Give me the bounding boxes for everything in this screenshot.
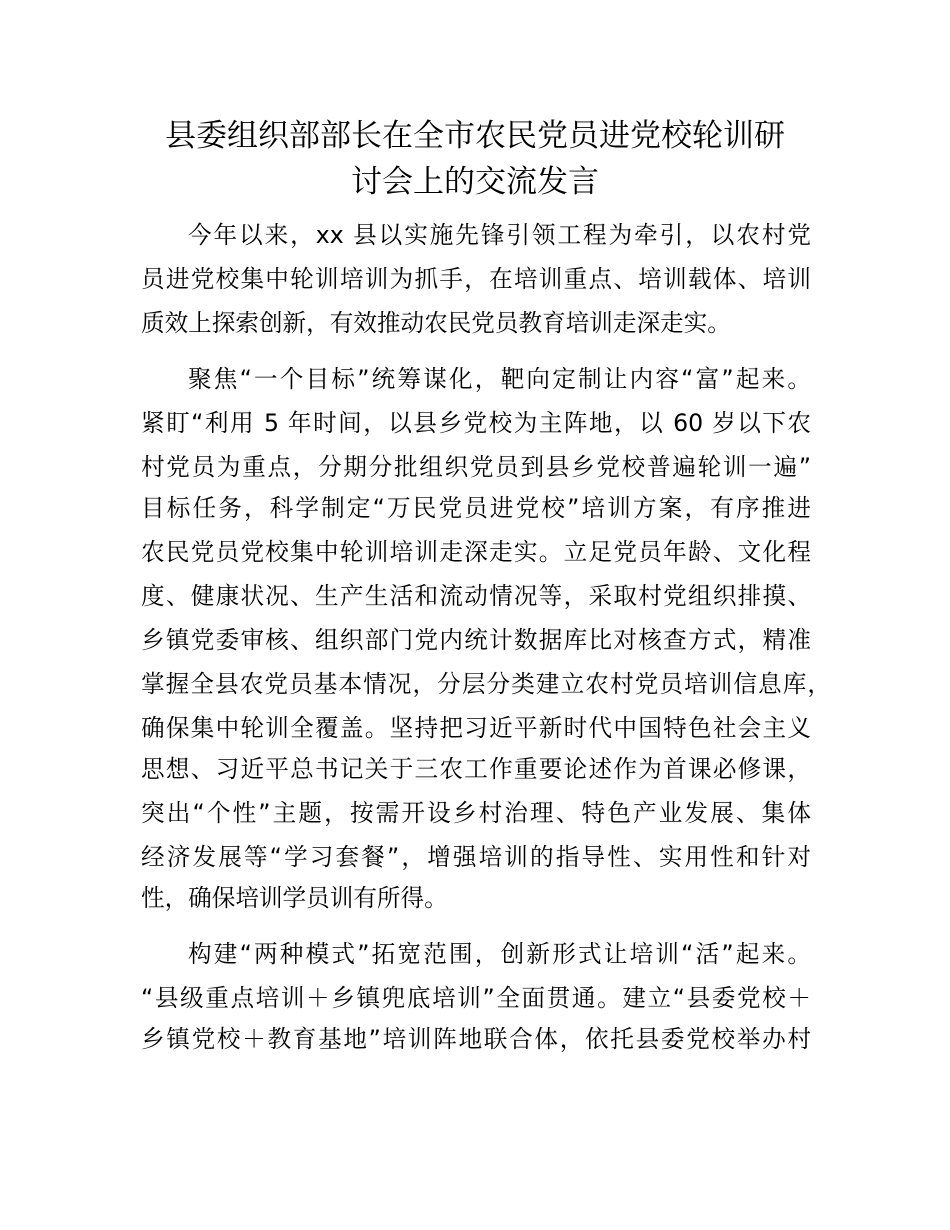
paragraph-line: 聚焦“一个目标”统筹谋化，靶向定制让内容“富”起来。 (188, 365, 811, 393)
paragraph-line: 员进党校集中轮训培训为抓手，在培训重点、培训载体、培训 (141, 265, 811, 293)
paragraph-line: 思想、习近平总书记关于三农工作重要论述作为首课必修课， (141, 755, 811, 783)
paragraph-line: 紧盯“利用 5 年时间，以县乡党校为主阵地，以 60 岁以下农 (141, 409, 811, 437)
paragraph-line: 性，确保培训学员训有所得。 (141, 884, 448, 912)
paragraph-line: 构建“两种模式”拓宽范围，创新形式让培训“活”起来。 (188, 940, 811, 968)
paragraph-line: 突出“个性”主题，按需开设乡村治理、特色产业发展、集体 (141, 799, 811, 827)
paragraph-line: 村党员为重点，分期分批组织党员到县乡党校普遍轮训一遍” (141, 453, 811, 481)
paragraph-line: “县级重点培训＋乡镇兜底培训”全面贯通。建立“县委党校＋ (141, 984, 811, 1012)
paragraph-line: 乡镇党委审核、组织部门党内统计数据库比对核查方式，精准 (141, 626, 811, 654)
paragraph-line: 目标任务，科学制定“万民党员进党校”培训方案，有序推进 (141, 494, 811, 522)
paragraph-line: 经济发展等“学习套餐”，增强培训的指导性、实用性和针对 (141, 843, 811, 871)
paragraph-line: 今年以来，xx 县以实施先锋引领工程为牵引，以农村党 (188, 221, 811, 249)
paragraph-line: 掌握全县农党员基本情况，分层分类建立农村党员培训信息库， (141, 670, 831, 698)
document-title-line-1: 县委组织部部长在全市农民党员进党校轮训研 (165, 118, 785, 154)
document-title-line-2: 讨会上的交流发言 (351, 164, 599, 200)
paragraph-line: 乡镇党校＋教育基地”培训阵地联合体，依托县委党校举办村 (141, 1025, 811, 1053)
paragraph-line: 农民党员党校集中轮训培训走深走实。立足党员年龄、文化程 (141, 538, 811, 566)
paragraph-line: 质效上探索创新，有效推动农民党员教育培训走深走实。 (141, 309, 731, 337)
paragraph-line: 确保集中轮训全覆盖。坚持把习近平新时代中国特色社会主义 (141, 714, 811, 742)
paragraph-line: 度、健康状况、生产生活和流动情况等，采取村党组织排摸、 (141, 582, 811, 610)
